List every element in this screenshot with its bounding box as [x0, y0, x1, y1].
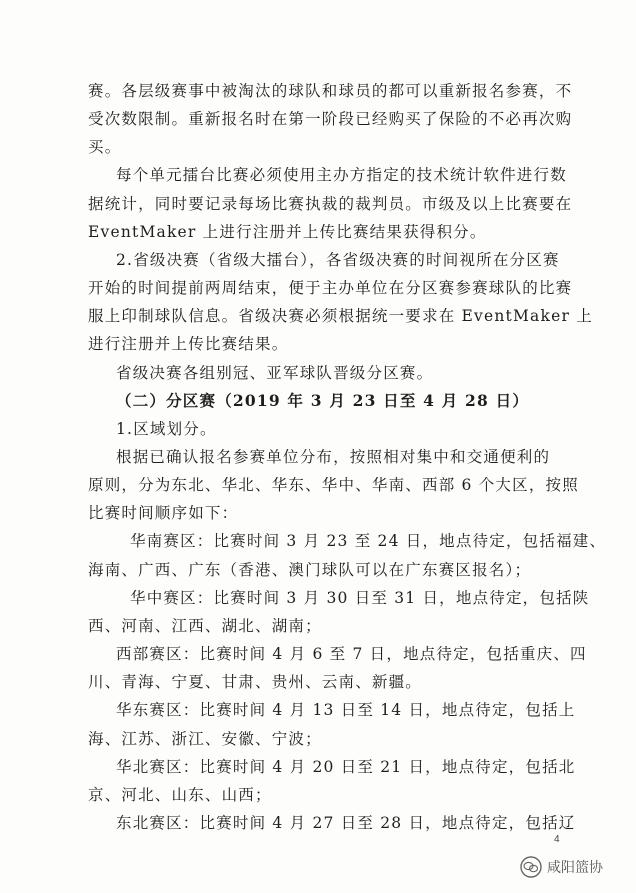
page-number: 4 — [554, 834, 560, 845]
text-line: 华南赛区：比赛时间 3 月 23 至 24 日，地点待定，包括福建、 — [130, 532, 607, 551]
text-line: 西、河南、江西、湖北、湖南； — [88, 616, 322, 635]
section-heading: （二）分区赛（2019 年 3 月 23 日至 4 月 28 日） — [116, 390, 530, 410]
text-line: 原则，分为东北、华北、华东、华中、华南、西部 6 个大区，按照 — [88, 476, 579, 495]
text-line: 华东赛区：比赛时间 4 月 13 日至 14 日，地点待定，包括上 — [116, 701, 576, 720]
text-line: 买。 — [88, 138, 122, 157]
text-line: 服上印制球队信息。省级决赛必须根据统一要求在 EventMaker 上 — [88, 307, 593, 326]
text-line: 1.区域划分。 — [116, 419, 217, 438]
text-line: 进行注册并上传比赛结果。 — [88, 335, 289, 354]
text-line: 比赛时间顺序如下： — [88, 504, 239, 523]
text-line: 海、江苏、浙江、安徽、宁波； — [88, 729, 322, 748]
text-line: 海南、广西、广东（香港、澳门球队可以在广东赛区报名）； — [88, 560, 532, 579]
text-line: 每个单元擂台比赛必须使用主办方指定的技术统计软件进行数 — [116, 166, 567, 185]
text-line: 受次数限制。重新报名时在第一阶段已经购买了保险的不必再次购 — [88, 110, 573, 129]
text-line: 华中赛区：比赛时间 3 月 30 日至 31 日，地点待定，包括陕 — [130, 588, 590, 607]
text-line: 省级决赛各组别冠、亚军球队晋级分区赛。 — [116, 363, 434, 382]
text-line: 赛。各层级赛事中被淘汰的球队和球员的都可以重新报名参赛，不 — [88, 82, 573, 100]
text-line: 京、河北、山东、山西； — [88, 785, 272, 804]
watermark-text: 咸阳篮协 — [547, 860, 603, 876]
text-line: 据统计，同时要记录每场比赛执裁的裁判员。市级及以上比赛要在 — [88, 194, 573, 213]
account-watermark — [520, 854, 603, 880]
text-line: 根据已确认报名参赛单位分布，按照相对集中和交通便利的 — [116, 448, 551, 466]
wechat-logo-icon — [520, 856, 542, 878]
text-line: 川、青海、宁夏、甘肃、贵州、云南、新疆。 — [88, 673, 423, 692]
text-line: 华北赛区：比赛时间 4 月 20 日至 21 日，地点待定，包括北 — [116, 757, 576, 776]
text-line: EventMaker 上进行注册并上传比赛结果获得积分。 — [88, 222, 487, 241]
text-line: 2.省级决赛（省级大擂台），各省级决赛的时间视所在分区赛 — [116, 250, 560, 269]
text-line: 东北赛区：比赛时间 4 月 27 日至 28 日，地点待定，包括辽 — [116, 814, 576, 832]
text-line: 西部赛区：比赛时间 4 月 6 至 7 日，地点待定，包括重庆、四 — [116, 645, 587, 664]
text-line: 开始的时间提前两周结束，便于主办单位在分区赛参赛球队的比赛 — [88, 279, 573, 298]
